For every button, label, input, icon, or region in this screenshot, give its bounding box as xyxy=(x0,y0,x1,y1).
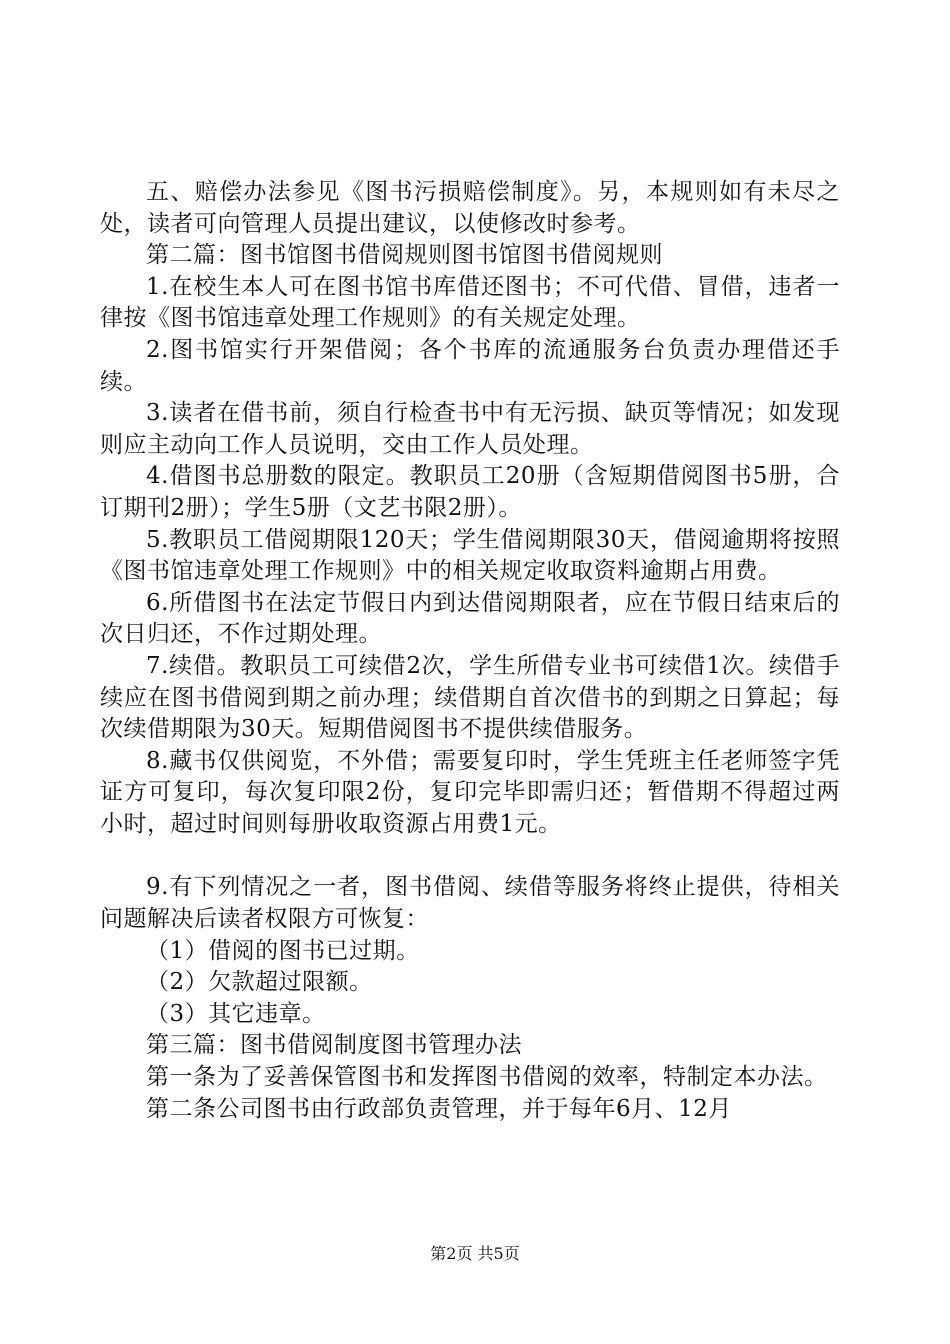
rule-9-item-2: （2）欠款超过限额。 xyxy=(146,969,373,996)
rule-1: 1.在校生本人可在图书馆书库借还图书；不可代借、冒借，违者一律按《图书馆违章处理工作规则》的有关规定处理。 xyxy=(100,273,840,332)
rule-5: 5.教职员工借阅期限120天；学生借阅期限30天，借阅逾期将按照《图书馆违章处理工作规则》中的相关规定收取资料逾期占用费。 xyxy=(100,526,840,585)
paragraph-compensation: 五、赔偿办法参见《图书污损赔偿制度》。另，本规则如有未尽之处，读者可向管理人员提出建议，以使修改时参考。 xyxy=(100,179,840,237)
rule-9-item-3: （3）其它违章。 xyxy=(146,1000,326,1027)
rule-7: 7.续借。教职员工可续借2次，学生所借专业书可续借1次。续借手续应在图书借阅到期之前办理；续借期自首次借书的到期之日算起；每次续借期限为30天。短期借阅图书不提供续借服务。 xyxy=(100,652,840,743)
page-number-footer: 第2页 共5页 xyxy=(430,1244,520,1263)
rule-8: 8.藏书仅供阅览，不外借；需要复印时，学生凭班主任老师签字凭证方可复印，每次复印限2份，复印完毕即需归还；暂借期不得超过两小时，超过时间则每册收取资源占用费1元。 xyxy=(100,747,840,837)
article-2: 第二条公司图书由行政部负责管理，并于每年6月、12月 xyxy=(146,1095,732,1122)
document-body xyxy=(100,177,840,1125)
rule-3: 3.读者在借书前，须自行检查书中有无污损、缺页等情况；如发现则应主动向工作人员说明，交由工作人员处理。 xyxy=(100,400,840,458)
rule-2: 2.图书馆实行开架借阅；各个书库的流通服务台负责办理借还手续。 xyxy=(100,336,840,395)
rule-6: 6.所借图书在法定节假日内到达借阅期限者，应在节假日结束后的次日归还，不作过期处理。 xyxy=(100,589,840,648)
rule-9-item-1: （1）借阅的图书已过期。 xyxy=(146,937,420,964)
article-1: 第一条为了妥善保管图书和发挥图书借阅的效率，特制定本办法。 xyxy=(146,1064,828,1091)
heading-part-two: 第二篇：图书馆图书借阅规则图书馆图书借阅规则 xyxy=(146,242,663,269)
heading-part-three: 第三篇：图书借阅制度图书管理办法 xyxy=(146,1032,522,1059)
rule-4: 4.借图书总册数的限定。教职员工20册（含短期借阅图书5册，合订期刊2册）；学生5册（文艺书限2册）。 xyxy=(100,463,840,521)
rule-9: 9.有下列情况之一者，图书借阅、续借等服务将终止提供，待相关问题解决后读者权限方可恢复： xyxy=(100,874,840,933)
